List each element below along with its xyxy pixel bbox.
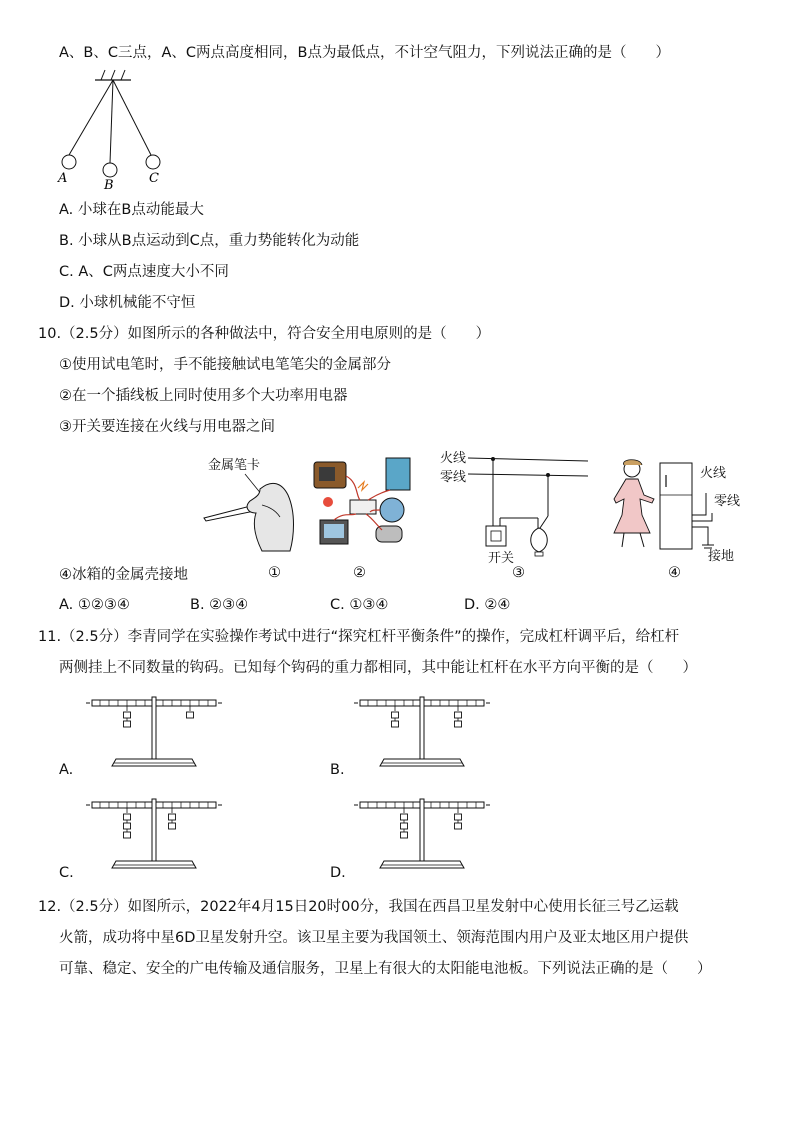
- q10-option-c[interactable]: C. ①③④: [330, 597, 389, 613]
- live-wire-label: 火线: [440, 451, 467, 466]
- q10-stem: 10.（2.5分）如图所示的各种做法中，符合安全用电原则的是（ ）: [38, 326, 491, 342]
- label-b: B: [104, 178, 114, 193]
- lever-d: [352, 795, 497, 880]
- hook-weights-right: [187, 706, 194, 718]
- figure-num-2: ②: [353, 565, 366, 581]
- lever-a: [84, 693, 229, 778]
- lever-c: [84, 795, 229, 880]
- q10-item-2: ②在一个插线板上同时使用多个大功率用电器: [59, 388, 348, 404]
- q10-option-a[interactable]: A. ①②③④: [59, 597, 130, 613]
- hook-weights-right: [455, 808, 462, 829]
- hook-weights-left: [124, 808, 131, 838]
- pen-clip-label: 金属笔卡: [208, 458, 261, 473]
- hook-weights-left: [392, 706, 399, 727]
- q9-option-a[interactable]: A. 小球在B点动能最大: [59, 202, 204, 218]
- q9-stem: A、B、C三点，A、C两点高度相同，B点为最低点，不计空气阻力，下列说法正确的是（ ）: [59, 45, 670, 61]
- fridge-ground-figure: [610, 455, 745, 565]
- bulb-icon: [531, 528, 548, 552]
- q11-option-c[interactable]: C.: [59, 865, 74, 881]
- neutral-wire-label: 零线: [440, 470, 467, 485]
- q10-item-3: ③开关要连接在火线与用电器之间: [59, 419, 275, 435]
- switch-label: 开关: [488, 551, 515, 566]
- hook-weights-right: [455, 706, 462, 727]
- hook-weights-left: [124, 706, 131, 727]
- live-label-vertical: 火线: [700, 466, 727, 481]
- hook-weights-left: [401, 808, 408, 838]
- ball-c: [146, 155, 160, 169]
- overloaded-outlet-figure: [310, 448, 418, 556]
- fridge-body: [660, 463, 692, 549]
- q12-line3: 可靠、稳定、安全的广电传输及通信服务，卫星上有很大的太阳能电池板。下列说法正确的是（ ）: [59, 961, 712, 977]
- label-a: A: [58, 171, 68, 186]
- label-c: C: [149, 171, 159, 186]
- switch-circuit-figure: [438, 448, 593, 568]
- q11-stem-line1: 11.（2.5分）李青同学在实验操作考试中进行“探究杠杆平衡条件”的操作，完成杠杆调平后，给杠杆: [38, 629, 680, 645]
- q11-option-a[interactable]: A.: [59, 762, 74, 778]
- ball-a: [62, 155, 76, 169]
- q9-option-b[interactable]: B. 小球从B点运动到C点，重力势能转化为动能: [59, 233, 360, 249]
- hook-weights-right: [169, 808, 176, 829]
- q10-item-1: ①使用试电笔时，手不能接触试电笔笔尖的金属部分: [59, 357, 391, 373]
- figure-num-3: ③: [512, 565, 525, 581]
- lever-b: [352, 693, 497, 778]
- ground-label: 接地: [708, 549, 735, 564]
- q10-item-4: ④冰箱的金属壳接地: [59, 567, 188, 583]
- q10-option-d[interactable]: D. ②④: [464, 597, 511, 613]
- q11-option-b[interactable]: B.: [330, 762, 345, 778]
- neutral-label-vertical: 零线: [714, 494, 741, 509]
- q10-option-b[interactable]: B. ②③④: [190, 597, 249, 613]
- q11-option-d[interactable]: D.: [330, 865, 346, 881]
- test-pen-figure: [200, 455, 300, 555]
- q11-stem-line2: 两侧挂上不同数量的钩码。已知每个钩码的重力都相同，其中能让杠杆在水平方向平衡的是（ ）: [59, 660, 697, 676]
- q9-option-d[interactable]: D. 小球机械能不守恒: [59, 295, 196, 311]
- figure-num-4: ④: [668, 565, 681, 581]
- figure-num-1: ①: [268, 565, 281, 581]
- q9-option-c[interactable]: C. A、C两点速度大小不同: [59, 264, 229, 280]
- ball-b: [103, 163, 117, 177]
- q12-line2: 火箭，成功将中星6D卫星发射升空。该卫星主要为我国领土、领海范围内用户及亚太地区用户提供: [59, 930, 689, 946]
- q12-line1: 12.（2.5分）如图所示，2022年4月15日20时00分，我国在西昌卫星发射中心使用长征三号乙运载: [38, 899, 679, 915]
- pendulum-figure: [55, 68, 175, 193]
